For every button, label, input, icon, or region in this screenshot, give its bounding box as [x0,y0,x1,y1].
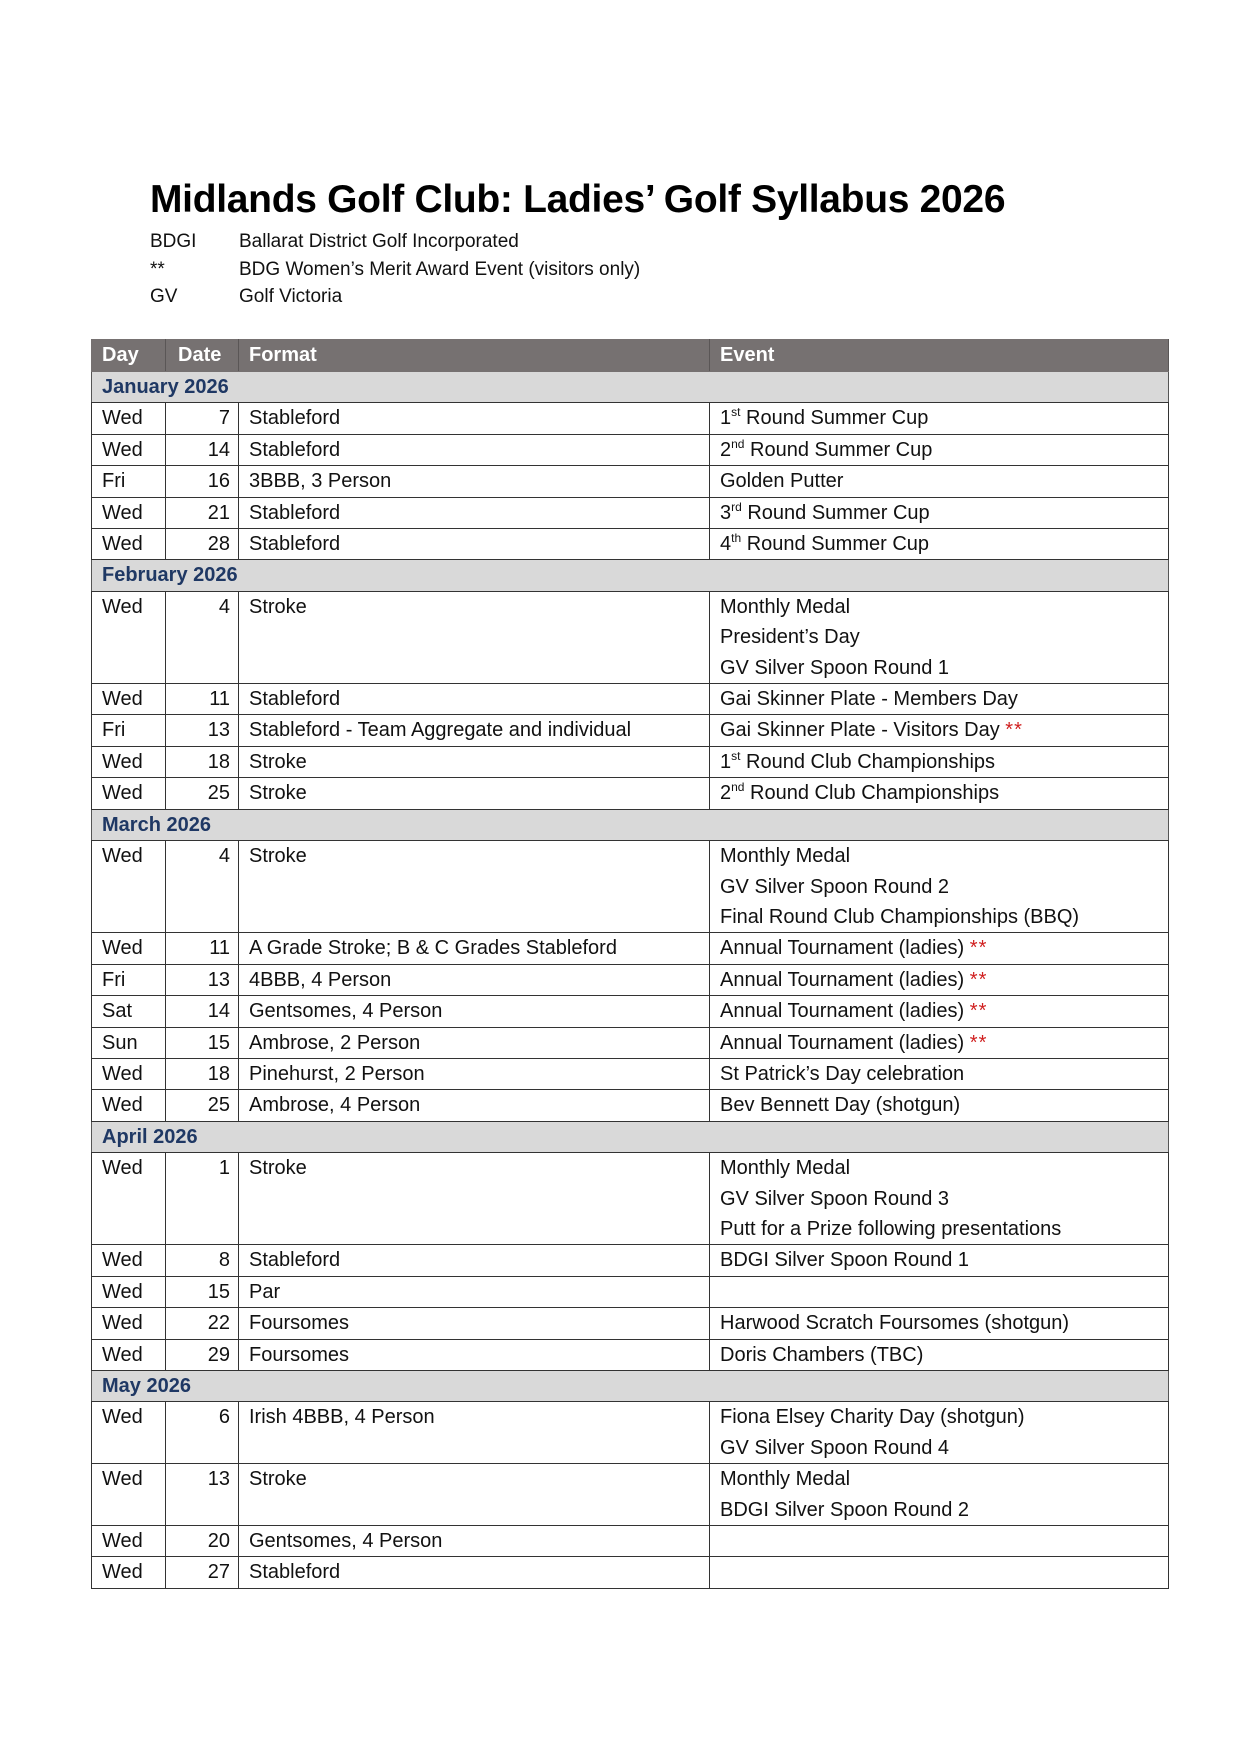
table-row [92,1090,1169,1121]
date-cell: 4 [166,591,239,683]
date-cell: 7 [166,403,239,434]
format-cell: Stroke [239,1153,710,1245]
event-cell [710,1557,1169,1588]
day-cell: Sun [92,1027,166,1058]
event-text: GV Silver Spoon Round 1 [720,656,950,679]
day-cell: Wed [92,778,166,809]
table-row [92,1464,1169,1526]
event-text: Doris Chambers (TBC) [720,1343,924,1366]
month-row [92,1121,1169,1152]
table-row [92,434,1169,465]
event-cell [710,1339,1169,1370]
date-cell: 1 [166,1153,239,1245]
format-cell: Stableford [239,497,710,528]
date-cell: 8 [166,1245,239,1276]
table-row [92,1276,1169,1307]
table-row [92,466,1169,497]
event-line [720,872,1158,902]
event-text: BDGI Silver Spoon Round 1 [720,1249,970,1272]
event-text: GV Silver Spoon Round 4 [720,1436,950,1459]
merit-award-marker: ** [969,1031,988,1054]
event-line [720,498,1158,528]
table-header-row [92,340,1169,372]
day-cell: Fri [92,466,166,497]
event-cell [710,1153,1169,1245]
event-cell [710,497,1169,528]
abbreviation-legend [150,228,640,311]
table-row [92,1027,1169,1058]
event-text: Round Summer Cup [740,407,929,430]
day-cell: Wed [92,1308,166,1339]
event-text: Annual Tournament (ladies) [720,968,970,991]
day-cell: Wed [92,1464,166,1526]
date-cell: 27 [166,1557,239,1588]
legend-desc: Golf Victoria [239,286,343,307]
event-text: Annual Tournament (ladies) [720,1031,970,1054]
event-cell [710,933,1169,964]
header-format: Format [239,340,710,372]
event-line [720,902,1158,932]
merit-award-marker: ** [969,968,988,991]
table-row [92,591,1169,683]
date-cell: 18 [166,1058,239,1089]
event-ordinal: 1 [720,750,732,773]
legend-abbr: BDGI [150,231,197,252]
event-line [720,1340,1158,1370]
table-row [92,1153,1169,1245]
event-line [720,933,1158,963]
format-cell: Stroke [239,746,710,777]
event-text: Monthly Medal [720,845,851,868]
month-label: January 2026 [92,372,1169,403]
event-line [720,466,1158,496]
event-text: Round Summer Cup [741,501,930,524]
day-cell: Wed [92,403,166,434]
event-text: Final Round Club Championships (BBQ) [720,905,1080,928]
table-row [92,497,1169,528]
day-cell: Sat [92,996,166,1027]
day-cell: Fri [92,715,166,746]
format-cell: Pinehurst, 2 Person [239,1058,710,1089]
date-cell: 11 [166,933,239,964]
format-cell: Ambrose, 2 Person [239,1027,710,1058]
syllabus-body [92,372,1169,1589]
event-text: Fiona Elsey Charity Day (shotgun) [720,1406,1025,1429]
day-cell: Wed [92,1339,166,1370]
event-text: St Patrick’s Day celebration [720,1062,965,1085]
date-cell: 13 [166,1464,239,1526]
table-row [92,1557,1169,1588]
event-text: Round Summer Cup [744,438,933,461]
day-cell: Wed [92,1058,166,1089]
day-cell: Wed [92,684,166,715]
day-cell: Wed [92,1526,166,1557]
event-text: President’s Day [720,626,860,649]
day-cell: Wed [92,1276,166,1307]
event-line [720,1402,1158,1432]
event-line [720,1028,1158,1058]
merit-award-marker: ** [969,937,988,960]
header-day: Day [92,340,166,372]
legend-item [150,228,640,256]
table-row [92,403,1169,434]
event-line [720,435,1158,465]
syllabus-table [91,339,1169,1589]
table-row [92,529,1169,560]
event-cell [710,1402,1169,1464]
format-cell: Stableford [239,403,710,434]
event-cell [710,434,1169,465]
day-cell: Fri [92,964,166,995]
table-row [92,1245,1169,1276]
day-cell: Wed [92,1245,166,1276]
date-cell: 28 [166,529,239,560]
format-cell: Ambrose, 4 Person [239,1090,710,1121]
date-cell: 15 [166,1027,239,1058]
event-ordinal: 2 [720,438,732,461]
date-cell: 13 [166,715,239,746]
date-cell: 25 [166,778,239,809]
legend-item [150,256,640,284]
merit-award-marker: ** [969,1000,988,1023]
day-cell: Wed [92,746,166,777]
event-line [720,592,1158,622]
event-line [720,1214,1158,1244]
date-cell: 16 [166,466,239,497]
format-cell: Stroke [239,1464,710,1526]
table-row [92,1339,1169,1370]
event-cell [710,1526,1169,1557]
format-cell: Gentsomes, 4 Person [239,1526,710,1557]
event-line [720,1464,1158,1494]
event-cell [710,1308,1169,1339]
event-ordinal-suffix: st [731,748,741,763]
day-cell: Wed [92,1557,166,1588]
event-text: Annual Tournament (ladies) [720,1000,970,1023]
date-cell: 18 [166,746,239,777]
date-cell: 15 [166,1276,239,1307]
event-cell [710,1464,1169,1526]
month-label: February 2026 [92,560,1169,591]
date-cell: 22 [166,1308,239,1339]
format-cell: 3BBB, 3 Person [239,466,710,497]
format-cell: Stableford - Team Aggregate and individual [239,715,710,746]
event-line [720,1245,1158,1275]
table-row [92,964,1169,995]
event-line [720,778,1158,808]
format-cell: Irish 4BBB, 4 Person [239,1402,710,1464]
event-cell [710,1245,1169,1276]
day-cell: Wed [92,497,166,528]
table-row [92,1526,1169,1557]
format-cell: Stroke [239,591,710,683]
format-cell: Stroke [239,778,710,809]
format-cell: Gentsomes, 4 Person [239,996,710,1027]
event-line [720,1495,1158,1525]
event-text: Golden Putter [720,470,844,493]
day-cell: Wed [92,841,166,933]
month-row [92,1371,1169,1402]
table-row [92,1402,1169,1464]
format-cell: A Grade Stroke; B & C Grades Stableford [239,933,710,964]
event-cell [710,1276,1169,1307]
event-text: Monthly Medal [720,1468,851,1491]
event-cell [710,591,1169,683]
event-cell [710,1058,1169,1089]
event-line [720,622,1158,652]
day-cell: Wed [92,1090,166,1121]
event-text: Harwood Scratch Foursomes (shotgun) [720,1312,1070,1335]
event-text: Round Club Championships [744,782,1000,805]
event-text: Round Club Championships [740,750,996,773]
format-cell: Par [239,1276,710,1307]
date-cell: 14 [166,434,239,465]
event-ordinal-suffix: st [731,405,741,420]
event-cell [710,403,1169,434]
month-label: April 2026 [92,1121,1169,1152]
event-ordinal: 4 [720,533,732,556]
legend-abbr: ** [150,258,165,280]
legend-desc: Ballarat District Golf Incorporated [239,231,519,252]
event-ordinal-suffix: rd [731,499,742,514]
table-row [92,715,1169,746]
date-cell: 14 [166,996,239,1027]
event-cell [710,841,1169,933]
event-line [720,965,1158,995]
merit-award-marker: ** [1005,719,1023,742]
table-row [92,1308,1169,1339]
format-cell: Stableford [239,684,710,715]
event-text: Putt for a Prize following presentations [720,1217,1062,1240]
month-row [92,560,1169,591]
day-cell: Wed [92,434,166,465]
day-cell: Wed [92,529,166,560]
event-line [720,1153,1158,1183]
event-text: Gai Skinner Plate - Visitors Day [720,719,1006,742]
event-cell [710,529,1169,560]
event-ordinal: 1 [720,407,732,430]
event-line [720,841,1158,871]
day-cell: Wed [92,933,166,964]
header-date: Date [166,340,239,372]
event-ordinal-suffix: th [731,531,742,546]
table-row [92,746,1169,777]
format-cell: Foursomes [239,1339,710,1370]
event-line [720,747,1158,777]
event-cell [710,684,1169,715]
event-line [720,529,1158,559]
date-cell: 25 [166,1090,239,1121]
event-text: GV Silver Spoon Round 3 [720,1187,950,1210]
event-cell [710,715,1169,746]
event-cell [710,778,1169,809]
event-text: Annual Tournament (ladies) [720,937,970,960]
event-text: Monthly Medal [720,595,851,618]
event-line [720,1433,1158,1463]
day-cell: Wed [92,591,166,683]
month-label: March 2026 [92,809,1169,840]
event-line [720,1308,1158,1338]
event-line [720,1090,1158,1120]
event-line [720,403,1158,433]
event-line [720,715,1158,745]
month-label: May 2026 [92,1371,1169,1402]
event-line [720,653,1158,683]
event-line [720,996,1158,1026]
date-cell: 29 [166,1339,239,1370]
legend-abbr: GV [150,286,178,307]
format-cell: Foursomes [239,1308,710,1339]
table-row [92,684,1169,715]
event-cell [710,964,1169,995]
format-cell: Stableford [239,1245,710,1276]
event-ordinal: 3 [720,501,732,524]
table-row [92,1058,1169,1089]
header-event: Event [710,340,1169,372]
date-cell: 6 [166,1402,239,1464]
legend-desc: BDG Women’s Merit Award Event (visitors only) [239,258,641,280]
event-text: Monthly Medal [720,1157,851,1180]
date-cell: 21 [166,497,239,528]
format-cell: Stableford [239,434,710,465]
event-text: GV Silver Spoon Round 2 [720,875,950,898]
date-cell: 20 [166,1526,239,1557]
event-ordinal: 2 [720,782,732,805]
legend-item [150,283,640,311]
event-line [720,1059,1158,1089]
month-row [92,809,1169,840]
day-cell: Wed [92,1153,166,1245]
event-cell [710,996,1169,1027]
event-ordinal-suffix: nd [731,436,745,451]
format-cell: Stableford [239,1557,710,1588]
page-title: Midlands Golf Club: Ladies’ Golf Syllabus 2026 [150,178,1006,222]
event-line [720,684,1158,714]
event-cell [710,1027,1169,1058]
table-row [92,996,1169,1027]
format-cell: Stableford [239,529,710,560]
event-cell [710,1090,1169,1121]
event-text: Gai Skinner Plate - Members Day [720,688,1018,711]
month-row [92,372,1169,403]
event-line [720,1184,1158,1214]
event-cell [710,466,1169,497]
format-cell: Stroke [239,841,710,933]
event-cell [710,746,1169,777]
date-cell: 13 [166,964,239,995]
event-text: BDGI Silver Spoon Round 2 [720,1498,970,1521]
event-text: Bev Bennett Day (shotgun) [720,1094,961,1117]
table-row [92,841,1169,933]
date-cell: 4 [166,841,239,933]
event-text: Round Summer Cup [741,533,930,556]
date-cell: 11 [166,684,239,715]
event-ordinal-suffix: nd [731,780,745,795]
table-row [92,933,1169,964]
day-cell: Wed [92,1402,166,1464]
table-row [92,778,1169,809]
format-cell: 4BBB, 4 Person [239,964,710,995]
